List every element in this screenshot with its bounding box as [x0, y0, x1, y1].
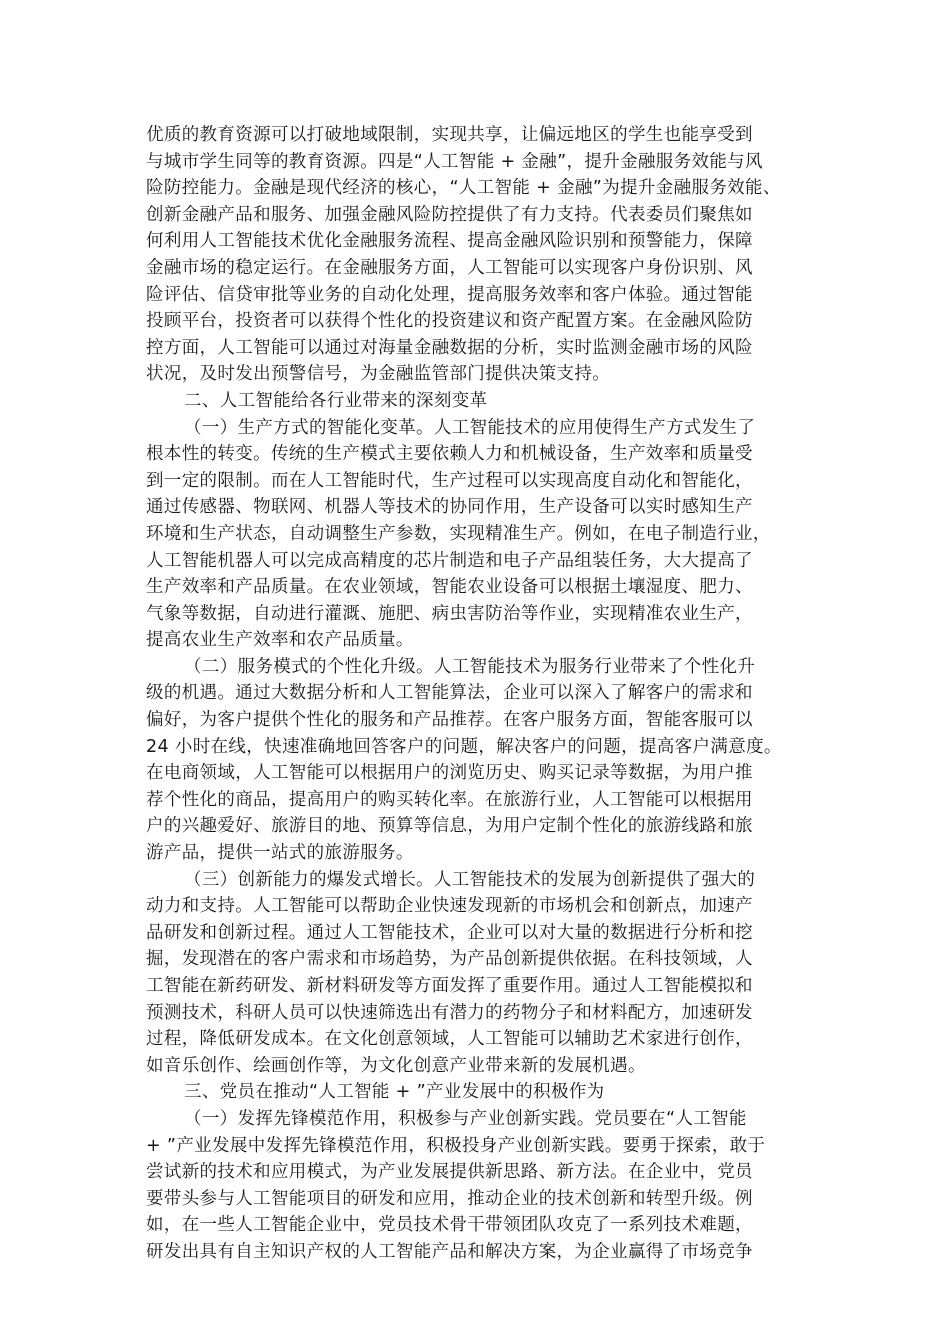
text-line: 预测技术，科研人员可以快速筛选出有潜力的药物分子和材料配方，加速研发 — [146, 1002, 753, 1023]
text-line: 与城市学生同等的教育资源。四是“人工智能 + 金融”，提升金融服务效能与风 — [146, 151, 763, 172]
text-line: 提高农业生产效率和农产品质量。 — [146, 630, 414, 651]
text-line: + ”产业发展中发挥先锋模范作用，积极投身产业创新实践。要勇于探索，敢于 — [146, 1135, 766, 1156]
text-line: 通过传感器、物联网、机器人等技术的协同作用，生产设备可以实时感知生产 — [146, 497, 753, 518]
text-line: 要带头参与人工智能项目的研发和应用，推动企业的技术创新和转型升级。例 — [146, 1188, 753, 1209]
text-line: 偏好，为客户提供个性化的服务和产品推荐。在客户服务方面，智能客服可以 — [146, 710, 753, 731]
text-line: 环境和生产状态，自动调整生产参数，实现精准生产。例如，在电子制造行业， — [146, 523, 771, 544]
text-line: 荐个性化的商品，提高用户的购买转化率。在旅游行业，人工智能可以根据用 — [146, 789, 753, 810]
subsection-first-line: （三）创新能力的爆发式增长。人工智能技术的发展为创新提供了强大的 — [184, 869, 756, 890]
text-line: 优质的教育资源可以打破地域限制，实现共享，让偏远地区的学生也能享受到 — [146, 125, 753, 145]
text-line: 气象等数据，自动进行灌溉、施肥、病虫害防治等作业，实现精准农业生产， — [146, 603, 753, 624]
text-line: 掘，发现潜在的客户需求和市场趋势，为产品创新提供依据。在科技领域，人 — [146, 949, 753, 970]
text-line: 24 小时在线，快速准确地回答客户的问题，解决客户的问题，提高客户满意度。 — [146, 736, 782, 757]
subsection-first-line: （二）服务模式的个性化升级。人工智能技术为服务行业带来了个性化升 — [184, 656, 756, 677]
text-line: 控方面，人工智能可以通过对海量金融数据的分析，实时监测金融市场的风险 — [146, 337, 753, 358]
text-line: 品研发和创新过程。通过人工智能技术，企业可以对大量的数据进行分析和挖 — [146, 922, 753, 943]
text-line: 尝试新的技术和应用模式，为产业发展提供新思路、新方法。在企业中，党员 — [146, 1162, 753, 1183]
text-line: 根本性的转变。传统的生产模式主要依赖人力和机械设备，生产效率和质量受 — [146, 444, 753, 465]
text-line: 户的兴趣爱好、旅游目的地、预算等信息，为用户定制个性化的旅游线路和旅 — [146, 816, 753, 837]
subsection-first-line: （一）发挥先锋模范作用，积极参与产业创新实践。党员要在“人工智能 — [184, 1108, 747, 1129]
text-line: 投顾平台，投资者可以获得个性化的投资建议和资产配置方案。在金融风险防 — [146, 311, 753, 332]
text-line: 创新金融产品和服务、加强金融风险防控提供了有力支持。代表委员们聚焦如 — [146, 204, 753, 225]
text-line: 游产品，提供一站式的旅游服务。 — [146, 843, 414, 864]
text-line: 金融市场的稳定运行。在金融服务方面，人工智能可以实现客户身份识别、风 — [146, 257, 753, 278]
text-line: 险防控能力。金融是现代经济的核心，“人工智能 + 金融”为提升金融服务效能、 — [146, 178, 781, 199]
text-line: 何利用人工智能技术优化金融服务流程、提高金融风险识别和预警能力，保障 — [146, 231, 753, 252]
text-line: 工智能在新药研发、新材料研发等方面发挥了重要作用。通过人工智能模拟和 — [146, 976, 753, 996]
section-heading: 二、人工智能给各行业带来的深刻变革 — [184, 390, 488, 411]
text-line: 如，在一些人工智能企业中，党员技术骨干带领团队攻克了一系列技术难题， — [146, 1215, 753, 1236]
section-heading: 三、党员在推动“人工智能 + ”产业发展中的积极作为 — [184, 1082, 605, 1103]
text-line: 动力和支持。人工智能可以帮助企业快速发现新的市场机会和创新点，加速产 — [146, 896, 753, 917]
text-line: 级的机遇。通过大数据分析和人工智能算法，企业可以深入了解客户的需求和 — [146, 683, 753, 704]
body-text — [146, 122, 806, 1266]
text-line: 在电商领域，人工智能可以根据用户的浏览历史、购买记录等数据，为用户推 — [146, 763, 753, 784]
text-line: 状况，及时发出预警信号，为金融监管部门提供决策支持。 — [146, 364, 611, 385]
text-line: 人工智能机器人可以完成高精度的芯片制造和电子产品组装任务，大大提高了 — [146, 550, 753, 571]
text-line: 如音乐创作、绘画创作等，为文化创意产业带来新的发展机遇。 — [146, 1055, 646, 1076]
text-line: 到一定的限制。而在人工智能时代，生产过程可以实现高度自动化和智能化， — [146, 470, 753, 491]
text-line: 生产效率和产品质量。在农业领域，智能农业设备可以根据土壤湿度、肥力、 — [146, 577, 753, 598]
subsection-first-line: （一）生产方式的智能化变革。人工智能技术的应用使得生产方式发生了 — [184, 417, 756, 438]
text-line: 过程，降低研发成本。在文化创意领域，人工智能可以辅助艺术家进行创作， — [146, 1029, 753, 1050]
text-line: 险评估、信贷审批等业务的自动化处理，提高服务效率和客户体验。通过智能 — [146, 284, 753, 305]
text-line: 研发出具有自主知识产权的人工智能产品和解决方案，为企业赢得了市场竞争 — [146, 1241, 753, 1262]
